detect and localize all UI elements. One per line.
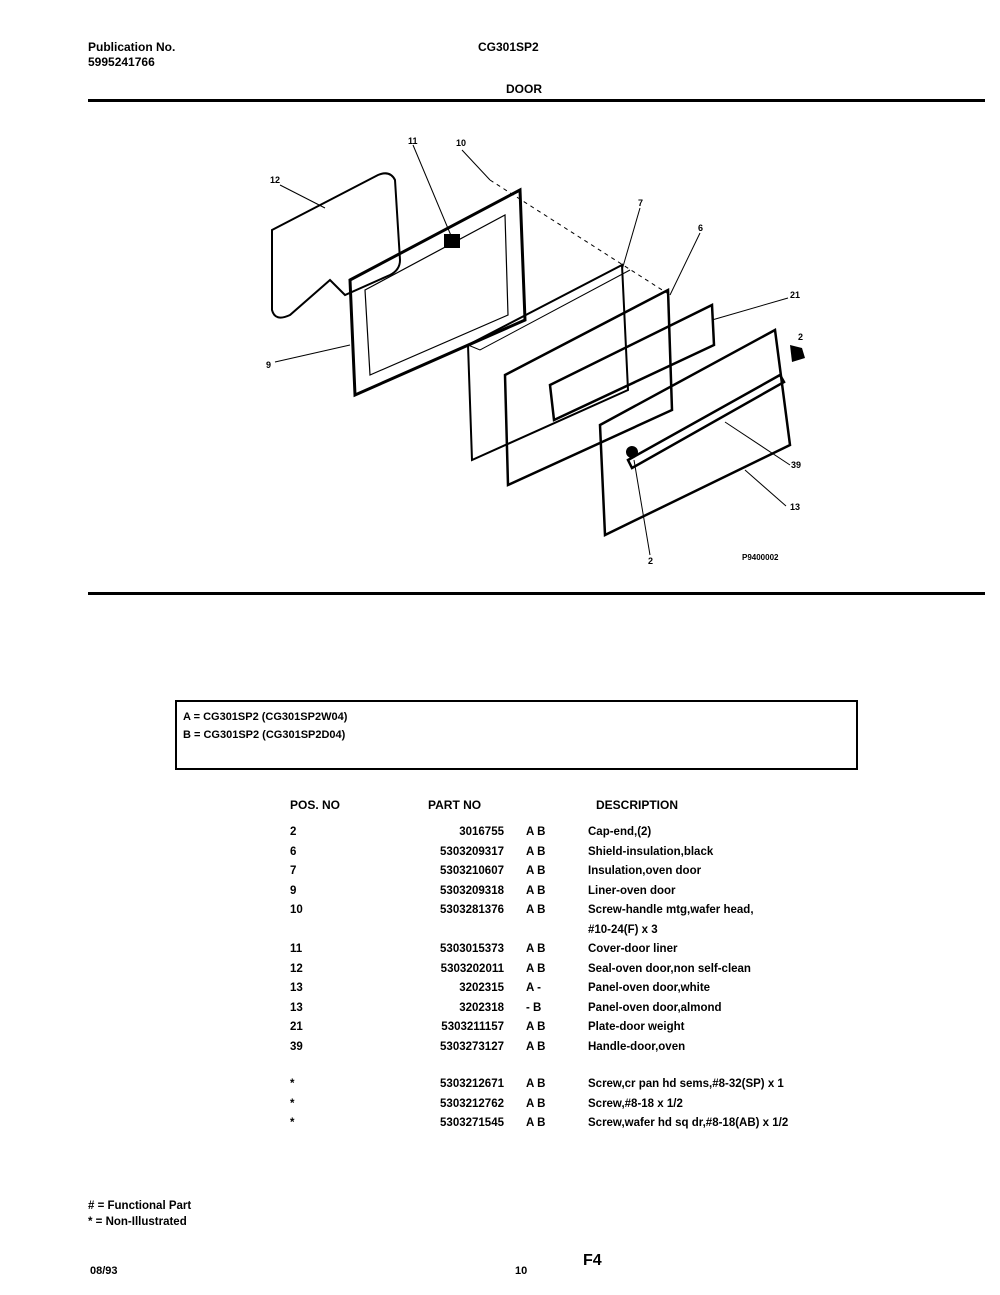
part-cell: 3202318: [459, 1001, 504, 1014]
callout-7: 7: [638, 198, 644, 208]
models-cell: A B: [526, 1078, 546, 1090]
table-spacer: [290, 1060, 878, 1078]
part-cell: 5303273127: [440, 1040, 504, 1053]
table-row: [290, 826, 878, 846]
part-cell: 5303015373: [440, 943, 504, 955]
footer-sheet-id: F4: [583, 1252, 602, 1269]
desc-cell: Plate-door weight: [588, 1021, 685, 1033]
pos-cell: 2: [290, 826, 297, 838]
desc-cell: Screw-handle mtg,wafer head,: [588, 904, 754, 916]
table-row: [290, 1041, 878, 1061]
table-row: [290, 885, 878, 905]
models-cell: A B: [526, 904, 546, 916]
desc-cell: #10-24(F) x 3: [588, 923, 658, 936]
callout-2-bottom: 2: [648, 556, 654, 566]
callout-9: 9: [266, 360, 272, 370]
callout-12: 12: [270, 175, 281, 185]
plate-part: [550, 305, 714, 420]
models-cell: A B: [526, 943, 546, 955]
pos-cell: 11: [290, 943, 303, 955]
desc-cell: Handle-door,oven: [588, 1040, 686, 1053]
model-number: CG301SP2: [478, 40, 539, 54]
table-row: [290, 1078, 878, 1098]
desc-cell: Liner-oven door: [588, 884, 676, 897]
desc-cell: Seal-oven door,non self-clean: [588, 962, 751, 975]
parts-table: [290, 826, 878, 1137]
callout-10: 10: [456, 138, 467, 148]
models-cell: A B: [526, 962, 546, 975]
table-row: [290, 943, 878, 963]
legend-model-b: B = CG301SP2 (CG301SP2D04): [183, 729, 346, 741]
desc-cell: Panel-oven door,almond: [588, 1001, 722, 1014]
model-legend-box: [175, 700, 858, 770]
part-cell: 5303211157: [441, 1021, 504, 1033]
publication-number: 5995241766: [88, 55, 155, 69]
legend-model-a: A = CG301SP2 (CG301SP2W04): [183, 711, 348, 723]
table-row: [290, 846, 878, 866]
diagram-rule: [88, 592, 985, 595]
part-cell: 3202315: [459, 982, 504, 994]
models-cell: - B: [526, 1001, 542, 1014]
publication-label: Publication No.: [88, 40, 176, 54]
pos-cell: 6: [290, 845, 297, 858]
desc-cell: Screw,#8-18 x 1/2: [588, 1097, 683, 1110]
desc-cell: Screw,cr pan hd sems,#8-32(SP) x 1: [588, 1078, 784, 1090]
header-rule: [88, 99, 985, 102]
models-cell: A B: [526, 884, 546, 897]
pos-cell: *: [290, 1078, 295, 1090]
footnote-legend: [88, 1198, 191, 1230]
table-row: [290, 904, 878, 924]
table-row: [290, 963, 878, 983]
part-cell: 5303202011: [440, 962, 504, 975]
callout-6: 6: [698, 223, 704, 233]
callout-11: 11: [408, 136, 418, 146]
part-cell: 5303271545: [440, 1117, 504, 1129]
pos-cell: 10: [290, 904, 303, 916]
callout-21: 21: [790, 290, 801, 300]
part-cell: 5303210607: [440, 865, 504, 877]
callout-39: 39: [791, 460, 802, 470]
pos-cell: 39: [290, 1040, 303, 1053]
table-row: [290, 982, 878, 1002]
desc-cell: Cover-door liner: [588, 943, 678, 955]
door-exploded-diagram: [250, 130, 830, 580]
part-cell: 3016755: [459, 826, 504, 838]
desc-cell: Shield-insulation,black: [588, 845, 714, 858]
part-cell: 5303209318: [440, 884, 504, 897]
pos-cell: 12: [290, 962, 303, 975]
footer-date: 08/93: [90, 1265, 118, 1277]
functional-part-note: # = Functional Part: [88, 1200, 192, 1212]
callout-13: 13: [790, 502, 801, 512]
liner-part: [350, 190, 525, 395]
pos-cell: 13: [290, 982, 303, 994]
desc-cell: Screw,wafer hd sq dr,#8-18(AB) x 1/2: [588, 1117, 789, 1129]
pos-cell: 7: [290, 865, 297, 877]
table-row-continuation: [290, 924, 878, 944]
cap-end-part: [790, 345, 805, 362]
table-row: [290, 1117, 878, 1137]
footer-page-number: 10: [515, 1265, 528, 1277]
pos-cell: *: [290, 1097, 295, 1110]
header-description: DESCRIPTION: [596, 798, 679, 812]
pos-cell: *: [290, 1117, 295, 1129]
models-cell: A B: [526, 845, 546, 858]
desc-cell: Insulation,oven door: [588, 865, 702, 877]
table-row: [290, 1021, 878, 1041]
part-cell: 5303281376: [440, 904, 504, 916]
table-row: [290, 1002, 878, 1022]
part-cell: 5303212762: [440, 1097, 504, 1110]
models-cell: A B: [526, 1040, 546, 1053]
section-title: DOOR: [506, 82, 542, 96]
models-cell: A B: [526, 826, 546, 838]
seal-part: [272, 173, 400, 317]
desc-cell: Cap-end,(2): [588, 826, 652, 838]
models-cell: A B: [526, 1117, 546, 1129]
models-cell: A B: [526, 1097, 546, 1110]
table-row: [290, 865, 878, 885]
shield-part: [505, 290, 672, 485]
table-row: [290, 1098, 878, 1118]
callout-2-top: 2: [798, 332, 804, 342]
publication-block: [88, 40, 175, 70]
pos-cell: 13: [290, 1001, 303, 1014]
models-cell: A B: [526, 1021, 546, 1033]
models-cell: A -: [526, 982, 541, 994]
desc-cell: Panel-oven door,white: [588, 982, 711, 994]
non-illustrated-note: * = Non-Illustrated: [88, 1216, 187, 1228]
pos-cell: 9: [290, 884, 297, 897]
part-cell: 5303212671: [440, 1078, 504, 1090]
pos-cell: 21: [290, 1021, 303, 1033]
figure-id: P9400002: [742, 553, 779, 562]
header-pos-no: POS. NO: [290, 798, 341, 812]
part-cell: 5303209317: [440, 845, 504, 858]
handle-part: [628, 375, 784, 468]
models-cell: A B: [526, 865, 546, 877]
header-part-no: PART NO: [428, 798, 482, 812]
insulation-part: [468, 265, 628, 460]
